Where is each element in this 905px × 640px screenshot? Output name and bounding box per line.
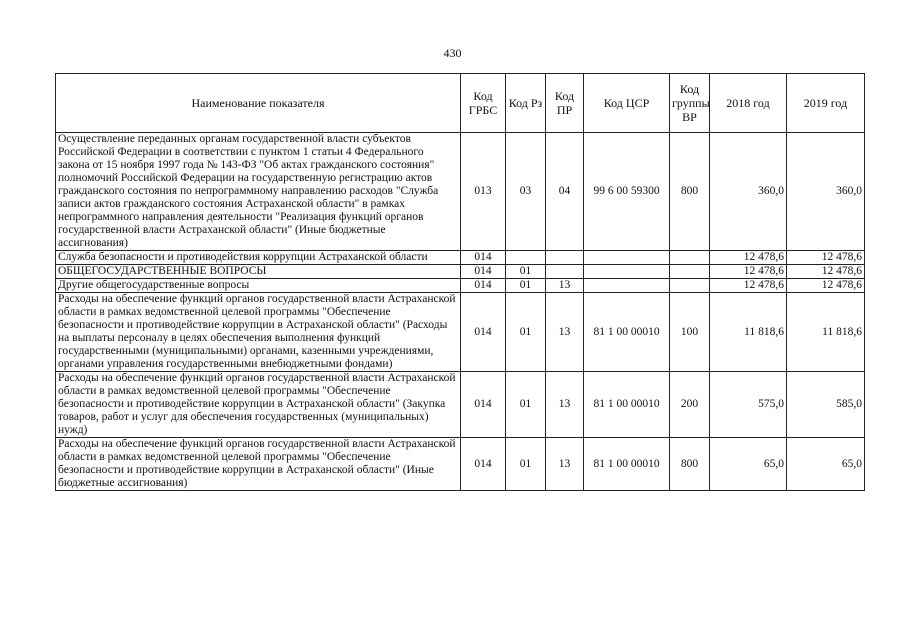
row-rz: 01 [506,293,546,372]
row-2018: 575,0 [710,372,787,438]
header-grbs: Код ГРБС [461,74,506,133]
row-vr: 800 [670,438,710,491]
row-2019: 12 478,6 [787,265,865,279]
table-row [56,265,865,279]
row-2019: 360,0 [787,133,865,251]
row-pr [546,251,584,265]
row-grbs: 014 [461,251,506,265]
row-csr: 81 1 00 00010 [584,372,670,438]
row-rz: 03 [506,133,546,251]
row-rz [506,251,546,265]
row-rz: 01 [506,279,546,293]
row-csr: 81 1 00 00010 [584,293,670,372]
row-rz: 01 [506,372,546,438]
row-vr: 200 [670,372,710,438]
header-csr: Код ЦСР [584,74,670,133]
row-vr [670,279,710,293]
table-row [56,279,865,293]
table-row [56,293,865,372]
row-vr [670,251,710,265]
row-name: Служба безопасности и противодействия коррупции Астраханской области [56,251,461,265]
row-name: ОБЩЕГОСУДАРСТВЕННЫЕ ВОПРОСЫ [56,265,461,279]
page-number: 430 [443,46,462,60]
row-2019: 11 818,6 [787,293,865,372]
row-rz: 01 [506,265,546,279]
row-vr: 100 [670,293,710,372]
row-rz: 01 [506,438,546,491]
header-2019: 2019 год [787,74,865,133]
row-grbs: 014 [461,279,506,293]
table-row [56,372,865,438]
table-header-row [56,74,865,133]
header-pr: Код ПР [546,74,584,133]
row-grbs: 014 [461,265,506,279]
row-2018: 12 478,6 [710,279,787,293]
row-name: Осуществление переданных органам государственной власти субъектов Российской Федерации в соответствии с пунктом 1 статьи 4 Федерального закона от 15 ноября 1997 года № 143-ФЗ "Об актах гражданского состояния" полномочий Российской Федерации на государственную регистрацию актов гражданского состояния по непрограммному направлению расходов "Служба записи актов гражданского состояния Астраханской области" в рамках непрограммного направления деятельности "Реализация функций органов государственной власти Астраханской области" (Иные бюджетные ассигнования) [56,133,461,251]
row-2018: 65,0 [710,438,787,491]
row-pr: 04 [546,133,584,251]
row-2019: 12 478,6 [787,251,865,265]
row-csr [584,251,670,265]
table-row [56,133,865,251]
row-grbs: 014 [461,372,506,438]
row-name: Расходы на обеспечение функций органов государственной власти Астраханской области в рамках ведомственной целевой программы "Обеспечение безопасности и противодействие коррупции в Астраханской области" (Расходы на выплаты персоналу в целях обеспечения выполнения функций государственными (муниципальными) органами, казенными учреждениями, органами управления государственными внебюджетными фондами) [56,293,461,372]
budget-table [55,73,865,491]
row-vr: 800 [670,133,710,251]
row-2019: 585,0 [787,372,865,438]
row-vr [670,265,710,279]
row-grbs: 014 [461,293,506,372]
row-csr: 81 1 00 00010 [584,438,670,491]
row-pr: 13 [546,372,584,438]
table-row [56,438,865,491]
row-pr: 13 [546,293,584,372]
row-csr [584,265,670,279]
row-2018: 11 818,6 [710,293,787,372]
row-2019: 65,0 [787,438,865,491]
row-pr: 13 [546,438,584,491]
row-grbs: 013 [461,133,506,251]
row-grbs: 014 [461,438,506,491]
header-2018: 2018 год [710,74,787,133]
row-2019: 12 478,6 [787,279,865,293]
row-pr [546,265,584,279]
row-name: Расходы на обеспечение функций органов государственной власти Астраханской области в рамках ведомственной целевой программы "Обеспечение безопасности и противодействие коррупции в Астраханской области" (Закупка товаров, работ и услуг для обеспечения государственных (муниципальных) нужд) [56,372,461,438]
header-name: Наименование показателя [56,74,461,133]
row-2018: 360,0 [710,133,787,251]
table-row [56,251,865,265]
row-name: Расходы на обеспечение функций органов государственной власти Астраханской области в рамках ведомственной целевой программы "Обеспечение безопасности и противодействие коррупции в Астраханской области" (Иные бюджетные ассигнования) [56,438,461,491]
row-name: Другие общегосударственные вопросы [56,279,461,293]
header-rz: Код Рз [506,74,546,133]
row-csr [584,279,670,293]
row-pr: 13 [546,279,584,293]
header-vr: Код группы ВР [670,74,710,133]
row-2018: 12 478,6 [710,251,787,265]
row-csr: 99 6 00 59300 [584,133,670,251]
row-2018: 12 478,6 [710,265,787,279]
